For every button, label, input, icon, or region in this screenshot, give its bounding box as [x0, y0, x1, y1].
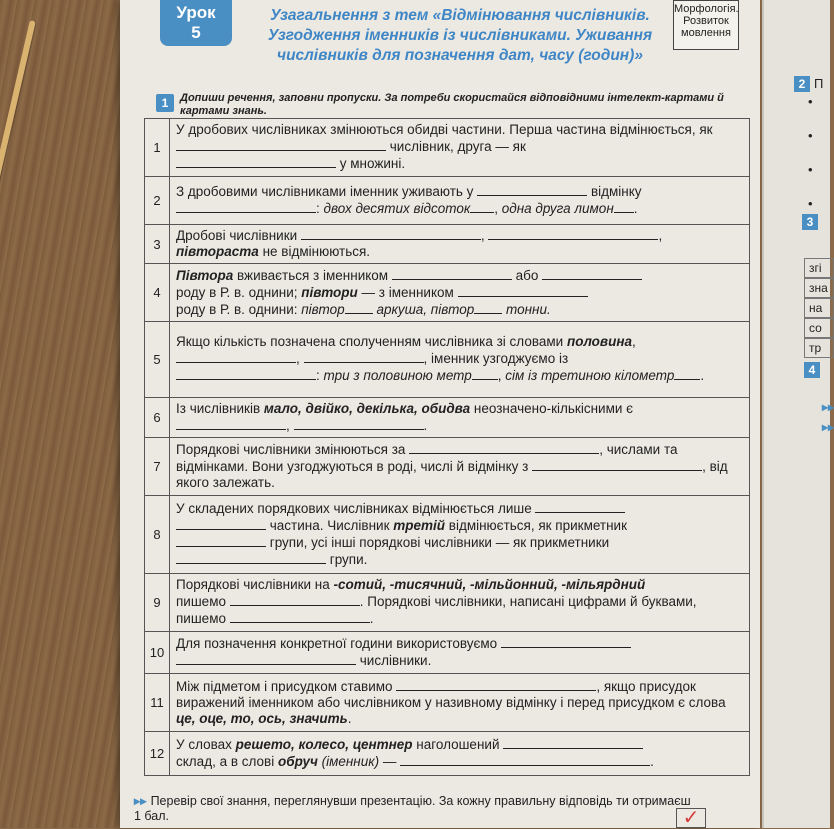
table-cell: на	[804, 298, 834, 318]
table-cell: со	[804, 318, 834, 338]
text-fragment: відмінюється, як прикметник	[445, 518, 628, 533]
text-fragment: тонни.	[506, 301, 551, 317]
text-fragment: не відмінюються.	[258, 244, 371, 259]
text-fragment: —	[379, 754, 397, 769]
text-fragment: Якщо кількість позначена сполученням числівника зі словами	[176, 334, 567, 349]
answer-blank[interactable]	[614, 200, 634, 213]
adjacent-page	[762, 0, 834, 828]
table-row	[145, 398, 750, 438]
text-fragment: півтор	[301, 301, 345, 317]
answer-blank[interactable]	[396, 678, 596, 691]
text-fragment: обруч	[277, 754, 318, 769]
answer-blank[interactable]	[176, 534, 266, 547]
table-row	[145, 177, 750, 225]
answer-blank[interactable]	[176, 551, 326, 564]
answer-blank[interactable]	[674, 367, 700, 380]
text-fragment: частина. Числівник	[269, 518, 394, 533]
table-row	[145, 225, 750, 264]
footer-text: Перевір свої знання, переглянувши презентацію. За кожну правильну відповідь ти отримаєш 1 бал.	[134, 794, 691, 823]
workbook-page	[120, 0, 760, 828]
text-fragment: двох десятих відсоток	[323, 201, 471, 216]
double-arrow-icon: ▸▸	[822, 420, 834, 434]
answer-blank[interactable]	[294, 417, 424, 430]
text-fragment: аркуша, півтор	[376, 301, 475, 317]
table-row	[145, 322, 750, 398]
topic-tag-line: мовлення	[681, 27, 731, 39]
answer-blank[interactable]	[458, 284, 588, 297]
text-fragment: групи, усі інші порядкові числівники — як прикметники	[269, 535, 610, 550]
row-number: 3	[145, 225, 170, 264]
task-instruction: Допиши речення, заповни пропуски. За потреби скористайся відповідними інтелект-картами й картами знань.	[180, 92, 724, 117]
double-arrow-icon: ▸▸	[822, 400, 834, 414]
row-number: 5	[145, 322, 170, 398]
text-fragment: пишемо	[176, 594, 226, 609]
text-fragment: . Порядкові числівники, написані цифрами й буквами, пишемо	[176, 594, 697, 626]
row-number: 7	[145, 438, 170, 496]
text-fragment: ,	[658, 228, 663, 243]
table-row	[145, 496, 750, 574]
text-fragment: -сотий, -тисячний, -мільйонний, -мільярдний	[333, 577, 646, 592]
text-fragment: У словах	[176, 737, 236, 752]
row-number: 6	[145, 398, 170, 438]
text-fragment: склад, а в слові	[176, 754, 278, 769]
text-fragment: Дробові числівники	[176, 228, 298, 243]
text-fragment: Порядкові числівники на	[176, 577, 334, 592]
text-fragment: .	[347, 710, 352, 726]
row-text	[170, 119, 750, 177]
lesson-number: 5	[191, 23, 201, 42]
row-number: 10	[145, 632, 170, 674]
text-fragment: решето, колесо, центнер	[235, 737, 413, 752]
text-fragment: Для позначення конкретної години використовуємо	[176, 636, 498, 651]
answer-blank[interactable]	[532, 458, 702, 471]
text-fragment: три з половиною метр	[323, 368, 472, 383]
row-text	[170, 674, 750, 732]
lesson-word: Урок	[176, 3, 216, 22]
task-number: 4	[804, 362, 820, 378]
answer-blank[interactable]	[477, 183, 587, 196]
row-number: 11	[145, 674, 170, 732]
text-fragment: У дробових числівниках змінюються обидві частини. Перша частина відмінюється, як	[176, 122, 713, 137]
text-fragment: ,	[631, 334, 636, 349]
answer-blank[interactable]	[176, 367, 316, 380]
text-fragment: ,	[480, 228, 485, 243]
answer-blank[interactable]	[176, 417, 286, 430]
answer-blank[interactable]	[542, 267, 642, 280]
row-text	[170, 574, 750, 632]
text-fragment: Півтора	[176, 267, 234, 283]
row-number: 12	[145, 732, 170, 776]
text-fragment: , від якого залежать.	[176, 459, 728, 490]
lesson-badge	[160, 0, 232, 46]
table-cell: тр	[804, 338, 834, 358]
answer-blank[interactable]	[176, 155, 336, 168]
row-number: 9	[145, 574, 170, 632]
answer-blank[interactable]	[176, 517, 266, 530]
answer-blank[interactable]	[345, 301, 373, 314]
text-fragment: одна друга лимон	[501, 201, 614, 216]
text-fragment: або	[515, 267, 539, 283]
row-number: 4	[145, 264, 170, 322]
text-fragment: .	[423, 417, 428, 433]
topic-tag-line: Морфологія.	[674, 3, 739, 15]
answer-blank[interactable]	[472, 367, 498, 380]
task-number: 2	[794, 76, 810, 92]
double-arrow-icon: ▸▸	[134, 794, 147, 808]
text-fragment: , числами та відмінками. Вони узгоджуються в роді, числі й відмінку з	[176, 442, 678, 474]
text-fragment: (іменник)	[321, 754, 380, 769]
text-fragment: числівник, друга — як	[389, 139, 526, 154]
text-fragment: .	[369, 611, 374, 626]
text-fragment: відмінку	[590, 184, 642, 199]
text-fragment: Порядкові числівники змінюються за	[176, 442, 406, 457]
text-fragment: .	[650, 754, 654, 769]
checkmark-icon: ✓	[682, 807, 700, 829]
footer-note	[134, 794, 694, 824]
topic-tag-line: Розвиток	[683, 15, 729, 27]
answer-blank[interactable]	[474, 301, 502, 314]
row-text	[170, 225, 750, 264]
table-cell: згі	[804, 258, 834, 278]
text-fragment: Із числівників	[176, 400, 264, 416]
row-text	[170, 496, 750, 574]
text-fragment: числівники.	[359, 653, 432, 668]
table-row	[145, 574, 750, 632]
wooden-table	[0, 0, 130, 828]
text-fragment: роду в Р. в. однини:	[176, 301, 302, 317]
text-fragment: півтораста	[176, 244, 259, 259]
text-fragment: З дробовими числівниками іменник уживають у	[176, 184, 474, 199]
text-fragment: у множині.	[339, 156, 406, 171]
topic-tag	[673, 0, 739, 50]
text-fragment: половина	[566, 334, 632, 349]
text-fragment: .	[633, 201, 638, 216]
answer-blank[interactable]	[488, 227, 658, 240]
table-row	[145, 632, 750, 674]
text-fragment: неозначено-кількісними є	[470, 400, 634, 416]
bullet-icon: •	[808, 196, 813, 211]
row-number: 2	[145, 177, 170, 225]
answer-blank[interactable]	[176, 138, 386, 151]
answer-blank[interactable]	[304, 350, 424, 363]
answer-blank[interactable]	[400, 753, 650, 766]
row-number: 1	[145, 119, 170, 177]
row-text	[170, 322, 750, 398]
row-text	[170, 177, 750, 225]
answer-blank[interactable]	[301, 227, 481, 240]
text-fragment: ,	[296, 351, 300, 366]
text-fragment: вживається з іменником	[233, 267, 389, 283]
lesson-title: Узагальнення з тем «Відмінювання числівників. Узгодження іменників із числівниками. Уживання числівників для позначення дат, часу (годин)»	[267, 7, 653, 64]
table-row	[145, 264, 750, 322]
text-fragment: .	[700, 368, 705, 383]
text-fragment: ,	[286, 417, 290, 433]
text-fragment: ,	[497, 368, 506, 383]
text-fragment: третій	[393, 518, 446, 533]
row-number: 8	[145, 496, 170, 574]
row-text	[170, 264, 750, 322]
answer-blank[interactable]	[230, 593, 360, 606]
text-fragment: У складених порядкових числівниках відмінюється лише	[176, 501, 532, 516]
score-box[interactable]	[676, 808, 706, 828]
table-row	[145, 438, 750, 496]
row-text	[170, 632, 750, 674]
text-fragment: півтори	[301, 284, 358, 300]
task-number: 3	[802, 214, 818, 230]
table-row	[145, 732, 750, 776]
answer-blank[interactable]	[230, 610, 370, 623]
text-fragment: це, оце, то, ось, значить	[176, 710, 348, 726]
text-fragment: сім із третиною кілометр	[505, 368, 675, 383]
cut-off-text: П	[814, 76, 824, 91]
exercise-table	[144, 118, 750, 776]
answer-blank[interactable]	[176, 652, 356, 665]
answer-blank[interactable]	[176, 200, 316, 213]
text-fragment: ,	[494, 201, 502, 216]
answer-blank[interactable]	[503, 736, 643, 749]
answer-blank[interactable]	[392, 267, 512, 280]
table-row	[145, 674, 750, 732]
text-fragment: роду в Р. в. однини;	[176, 284, 302, 300]
answer-blank[interactable]	[409, 441, 599, 454]
row-text	[170, 398, 750, 438]
bullet-icon: •	[808, 128, 813, 143]
row-text	[170, 438, 750, 496]
answer-blank[interactable]	[535, 500, 625, 513]
answer-blank[interactable]	[501, 635, 631, 648]
bullet-icon: •	[808, 162, 813, 177]
bullet-icon: •	[808, 94, 813, 109]
answer-blank[interactable]	[470, 200, 494, 213]
task-number: 1	[156, 94, 174, 112]
text-fragment: :	[316, 201, 324, 216]
row-text	[170, 732, 750, 776]
text-fragment: , якщо присудок виражений іменником або числівником у називному відмінку і перед присудком є слова	[176, 678, 726, 710]
text-fragment: — з іменником	[357, 284, 454, 300]
text-fragment: наголошений	[412, 737, 500, 752]
text-fragment: групи.	[329, 552, 368, 567]
text-fragment: , іменник узгоджуємо із	[423, 351, 569, 366]
text-fragment: мало, двійко, декілька, обидва	[263, 400, 471, 416]
answer-blank[interactable]	[176, 350, 296, 363]
text-fragment: :	[316, 368, 324, 383]
table-cell: зна	[804, 278, 834, 298]
text-fragment: Між підметом і присудком ставимо	[176, 678, 393, 694]
table-row	[145, 119, 750, 177]
